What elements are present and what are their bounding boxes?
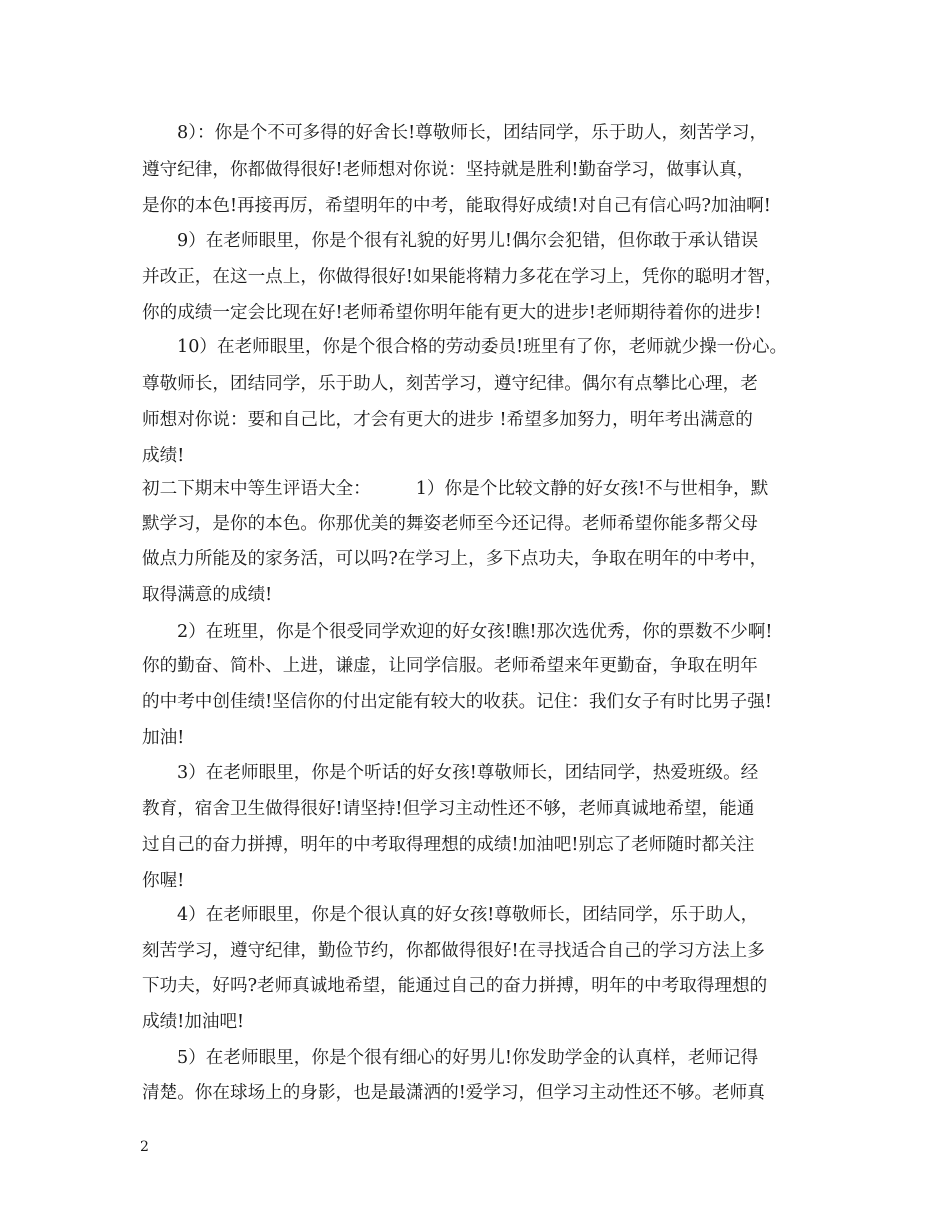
text-line: 刻苦学习，遵守纪律，勤俭节约，你都做得很好!在寻找适合自己的学习方法上多	[142, 941, 765, 961]
section-heading-line	[142, 478, 832, 500]
text-line: 9）在老师眼里，你是个很有礼貌的好男儿!偶尔会犯错，但你敢于承认错误	[177, 231, 759, 251]
text-line: 下功夫，好吗?老师真诚地希望，能通过自己的奋力拼搏，明年的中考取得理想的	[142, 976, 768, 996]
text-line: 取得满意的成绩!	[142, 585, 273, 605]
text-line: 是你的本色!再接再厉，希望明年的中考，能取得好成绩!对自己有信心吗?加油啊!	[142, 196, 771, 216]
text-line: 4）在老师眼里，你是个很认真的好女孩!尊敬师长，团结同学，乐于助人，	[177, 905, 759, 925]
text-line: 10）在老师眼里，你是个很合格的劳动委员!班里有了你，老师就少操一份心。	[177, 337, 788, 357]
text-line: 并改正，在这一点上，你做得很好!如果能将精力多花在学习上，凭你的聪明才智，	[142, 267, 783, 287]
text-line: 2）在班里，你是个很受同学欢迎的好女孩!瞧!那次选优秀，你的票数不少啊!	[177, 622, 773, 642]
text-line: 教育，宿舍卫生做得很好!请坚持!但学习主动性还不够，老师真诚地希望，能通	[142, 799, 755, 819]
text-line: 尊敬师长，团结同学，乐于助人，刻苦学习，遵守纪律。偶尔有点攀比心理，老	[142, 374, 758, 394]
text-line: 过自己的奋力拼搏，明年的中考取得理想的成绩!加油吧!别忘了老师随时都关注	[142, 835, 755, 855]
text-line: 你喔!	[142, 871, 185, 891]
page-number: 2	[140, 1139, 149, 1155]
text-line: 3）在老师眼里，你是个听话的好女孩!尊敬师长，团结同学，热爱班级。经	[177, 763, 759, 783]
text-line: 做点力所能及的家务活，可以吗?在学习上，多下点功夫，争取在明年的中考中，	[142, 549, 768, 569]
text-line: 师想对你说：要和自己比，才会有更大的进步 !希望多加努力，明年考出满意的	[142, 410, 753, 430]
text-line: 成绩!加油吧!	[142, 1012, 245, 1032]
section-heading: 初二下期末中等生评语大全：	[142, 479, 371, 499]
text-line: 清楚。你在球场上的身影，也是最潇洒的!爱学习，但学习主动性还不够。老师真	[142, 1083, 765, 1103]
text-line: 你的勤奋、简朴、上进，谦虚，让同学信服。老师希望来年更勤奋，争取在明年	[142, 656, 758, 676]
text-line: 成绩!	[142, 446, 185, 466]
text-line: 的中考中创佳绩!坚信你的付出定能有较大的收获。记住：我们女子有时比男子强!	[142, 692, 772, 712]
text-line: 5）在老师眼里，你是个很有细心的好男儿!你发助学金的认真样，老师记得	[177, 1048, 759, 1068]
text-line: 你的成绩一定会比现在好!老师希望你明年能有更大的进步!老师期待着你的进步!	[142, 303, 762, 323]
text-line: 1）你是个比较文静的好女孩!不与世相争，默	[415, 479, 769, 499]
text-line: 遵守纪律，你都做得很好!老师想对你说：坚持就是胜利!勤奋学习，做事认真，	[142, 160, 755, 180]
text-line: 默学习，是你的本色。你那优美的舞姿老师至今还记得。老师希望你能多帮父母	[142, 514, 758, 534]
text-line: 8）：你是个不可多得的好舍长!尊敬师长，团结同学，乐于助人，刻苦学习，	[177, 123, 768, 143]
text-line: 加油!	[142, 728, 185, 748]
